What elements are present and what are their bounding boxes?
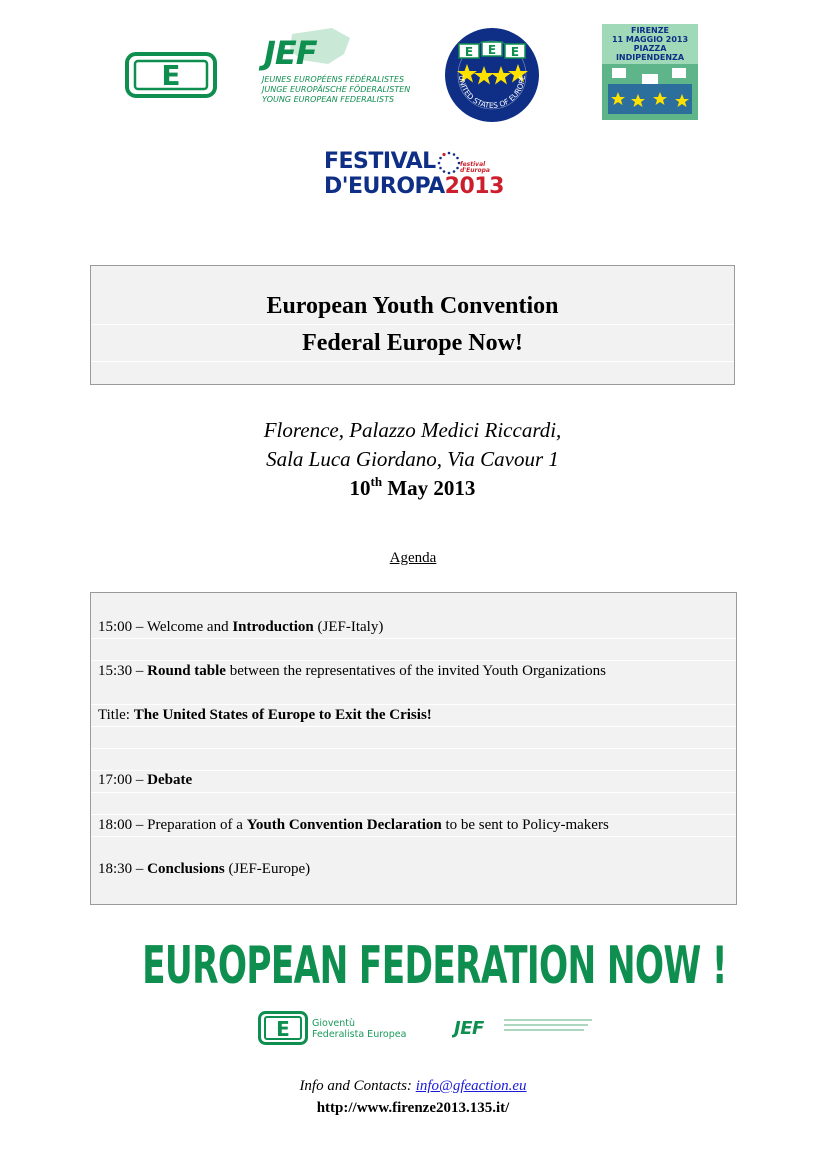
jef-small-logo: [452, 1014, 597, 1040]
firenze-event-logo: [602, 24, 698, 120]
svg-text:JEF: JEF: [454, 1018, 484, 1039]
agenda-item: 18:00 – Preparation of a Youth Convention Declaration to be sent to Policy-makers: [98, 817, 609, 833]
festival-year: 2013: [444, 174, 504, 199]
agenda-heading: Agenda: [389, 550, 437, 566]
gfe-mark-icon: [258, 1011, 308, 1045]
contacts-label: Info and Contacts:: [299, 1078, 416, 1094]
agenda-item: 15:30 – Round table between the representatives of the invited Youth Organizations: [98, 663, 606, 679]
festival-d-europa-logo: [322, 148, 506, 200]
jef-logo-brand: JEF: [264, 34, 317, 72]
contacts-line: [0, 1076, 826, 1096]
svg-text:E: E: [510, 45, 520, 59]
star-circle-icon: [436, 150, 462, 176]
svg-text:E: E: [464, 45, 474, 59]
jef-logo-line-de: JUNGE EUROPÄISCHE FÖDERALISTEN: [262, 85, 411, 94]
festival-small-1: festival: [460, 161, 486, 168]
venue-line-1: Florence, Palazzo Medici Riccardi,: [263, 418, 562, 442]
gfe-line-1: Gioventù: [312, 1018, 356, 1029]
jef-logo: [232, 24, 418, 120]
contact-email-link[interactable]: info@gfeaction.eu: [415, 1078, 527, 1094]
festival-line-1: FESTIVAL: [324, 149, 436, 174]
firenze-line-3: PIAZZA: [633, 44, 667, 53]
event-date: 10th May 2013: [349, 474, 476, 500]
agenda-item: 17:00 – Debate: [98, 772, 193, 788]
slogan: EUROPEAN FEDERATION NOW !: [142, 936, 727, 996]
mfe-logo: [125, 52, 217, 98]
svg-text:E: E: [276, 1017, 290, 1041]
festival-line-2: D'EUROPA2013: [324, 174, 504, 199]
agenda-item: Title: The United States of Europe to Exit the Crisis!: [98, 707, 432, 723]
website-url[interactable]: http://www.firenze2013.135.it/: [316, 1100, 510, 1116]
united-states-of-europe-badge: [443, 26, 541, 124]
title-line-2: Federal Europe Now!: [302, 330, 523, 356]
jef-logo-line-fr: JEUNES EUROPÉENS FÉDÉRALISTES: [262, 75, 405, 84]
mfe-logo-letter: E: [161, 59, 181, 92]
svg-text:E: E: [487, 43, 497, 57]
crowd-flags-icon: [602, 64, 698, 120]
flag-icon: [459, 42, 525, 59]
agenda-item: 15:00 – Welcome and Introduction (JEF-Italy): [98, 619, 384, 635]
agenda-item: 18:30 – Conclusions (JEF-Europe): [98, 861, 311, 877]
jef-logo-line-en: YOUNG EUROPEAN FEDERALISTS: [262, 95, 395, 104]
firenze-line-4: INDIPENDENZA: [615, 53, 685, 62]
firenze-line-2: 11 MAGGIO 2013: [611, 35, 689, 44]
title-line-1: European Youth Convention: [266, 293, 559, 319]
gfe-line-2: Federalista Europea: [312, 1029, 407, 1040]
gfe-logo: [258, 1011, 408, 1045]
festival-small-2: d'Europa: [460, 167, 490, 174]
jef-map-icon: [232, 24, 418, 120]
title-box: [90, 265, 735, 385]
venue-line-2: Sala Luca Giordano, Via Cavour 1: [266, 447, 559, 471]
agenda-box: [90, 592, 737, 905]
badge-ring-text: UNITED STATES OF EUROPE: [456, 74, 528, 111]
firenze-line-1: FIRENZE: [630, 26, 670, 35]
